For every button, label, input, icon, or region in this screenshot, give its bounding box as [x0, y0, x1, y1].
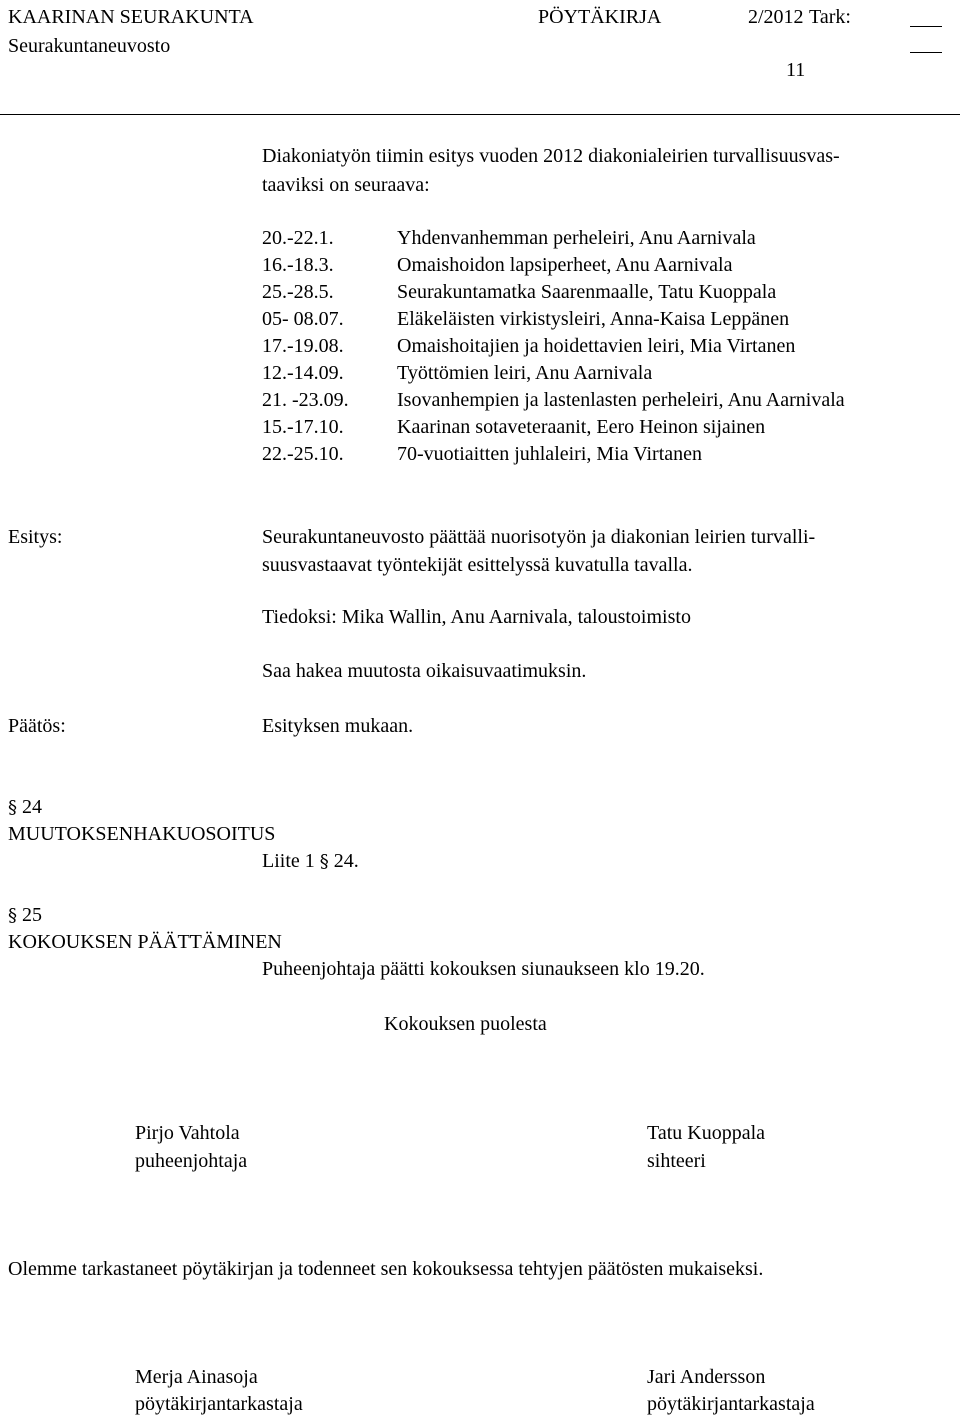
header-body-name: Seurakuntaneuvosto — [8, 35, 171, 57]
header-tark-label: Tark: — [809, 6, 851, 28]
examiner-name: Merja Ainasoja — [135, 1366, 258, 1388]
header-divider — [0, 114, 960, 115]
camp-desc: Isovanhempien ja lastenlasten perheleiri, Anu Aarnivala — [397, 389, 845, 411]
camp-desc: Omaishoidon lapsiperheet, Anu Aarnivala — [397, 254, 733, 276]
proposal-notice: Tiedoksi: Mika Wallin, Anu Aarnivala, taloustoimisto — [262, 606, 691, 628]
camp-desc: Työttömien leiri, Anu Aarnivala — [397, 362, 653, 384]
attachment-ref: 24. — [333, 850, 359, 872]
section-heading — [8, 903, 42, 928]
section-symbol: § — [8, 905, 17, 926]
proposal-text: Seurakuntaneuvosto päättää nuorisotyön ja diakonian leirien turvalli- — [262, 526, 816, 548]
camp-date: 25.-28.5. — [262, 281, 334, 303]
intro-line: taaviksi on seuraava: — [262, 174, 430, 196]
chair-name: Pirjo Vahtola — [135, 1122, 240, 1144]
section-heading — [8, 795, 42, 820]
proposal-appeal: Saa hakea muutosta oikaisuvaatimuksin. — [262, 660, 587, 682]
camp-desc: Seurakuntamatka Saarenmaalle, Tatu Kuoppala — [397, 281, 777, 303]
section-body — [262, 849, 359, 874]
camp-desc: Eläkeläisten virkistysleiri, Anna-Kaisa Leppänen — [397, 308, 790, 330]
proposal-text: suusvastaavat työntekijät esittelyssä kuvatulla tavalla. — [262, 554, 693, 576]
header-doc-type: PÖYTÄKIRJA — [538, 6, 662, 28]
chair-role: puheenjohtaja — [135, 1150, 248, 1172]
proposal-label: Esitys: — [8, 526, 63, 548]
tark-blank-line — [910, 26, 942, 27]
intro-line: Diakoniatyön tiimin esitys vuoden 2012 diakonialeirien turvallisuusvas- — [262, 145, 840, 167]
section-symbol: § — [319, 851, 329, 872]
camp-date: 20.-22.1. — [262, 227, 334, 249]
examiner-role: pöytäkirjantarkastaja — [135, 1393, 303, 1415]
camp-date: 22.-25.10. — [262, 443, 344, 465]
section-number: 24 — [22, 796, 42, 818]
camp-date: 12.-14.09. — [262, 362, 344, 384]
section-body: Puheenjohtaja päätti kokouksen siunaukseen klo 19.20. — [262, 958, 705, 980]
camp-date: 05- 08.07. — [262, 308, 344, 330]
decision-label: Päätös: — [8, 715, 66, 737]
camp-desc: Kaarinan sotaveteraanit, Eero Heinon sijainen — [397, 416, 766, 438]
camp-date: 15.-17.10. — [262, 416, 344, 438]
header-doc-number: 2/2012 — [748, 6, 804, 28]
camp-date: 21. -23.09. — [262, 389, 349, 411]
section-number: 25 — [22, 904, 42, 926]
on-behalf-text: Kokouksen puolesta — [384, 1013, 547, 1035]
decision-text: Esityksen mukaan. — [262, 715, 414, 737]
verification-text: Olemme tarkastaneet pöytäkirjan ja todenneet sen kokouksessa tehtyjen päätösten mukaiseksi. — [8, 1258, 764, 1280]
camp-desc: 70-vuotiaitten juhlaleiri, Mia Virtanen — [397, 443, 703, 465]
secretary-name: Tatu Kuoppala — [647, 1122, 766, 1144]
examiner-name: Jari Andersson — [647, 1366, 766, 1388]
section-title: MUUTOKSENHAKUOSOITUS — [8, 823, 276, 845]
header-page-number: 11 — [786, 59, 806, 81]
examiner-role: pöytäkirjantarkastaja — [647, 1393, 815, 1415]
attachment-label: Liite 1 — [262, 850, 315, 872]
camp-desc: Yhdenvanhemman perheleiri, Anu Aarnivala — [397, 227, 756, 249]
camp-desc: Omaishoitajien ja hoidettavien leiri, Mia Virtanen — [397, 335, 796, 357]
secretary-role: sihteeri — [647, 1150, 706, 1172]
section-symbol: § — [8, 797, 17, 818]
camp-date: 16.-18.3. — [262, 254, 334, 276]
tark-blank-line — [910, 52, 942, 53]
camp-date: 17.-19.08. — [262, 335, 344, 357]
section-title: KOKOUKSEN PÄÄTTÄMINEN — [8, 931, 282, 953]
header-organization: KAARINAN SEURAKUNTA — [8, 6, 254, 28]
